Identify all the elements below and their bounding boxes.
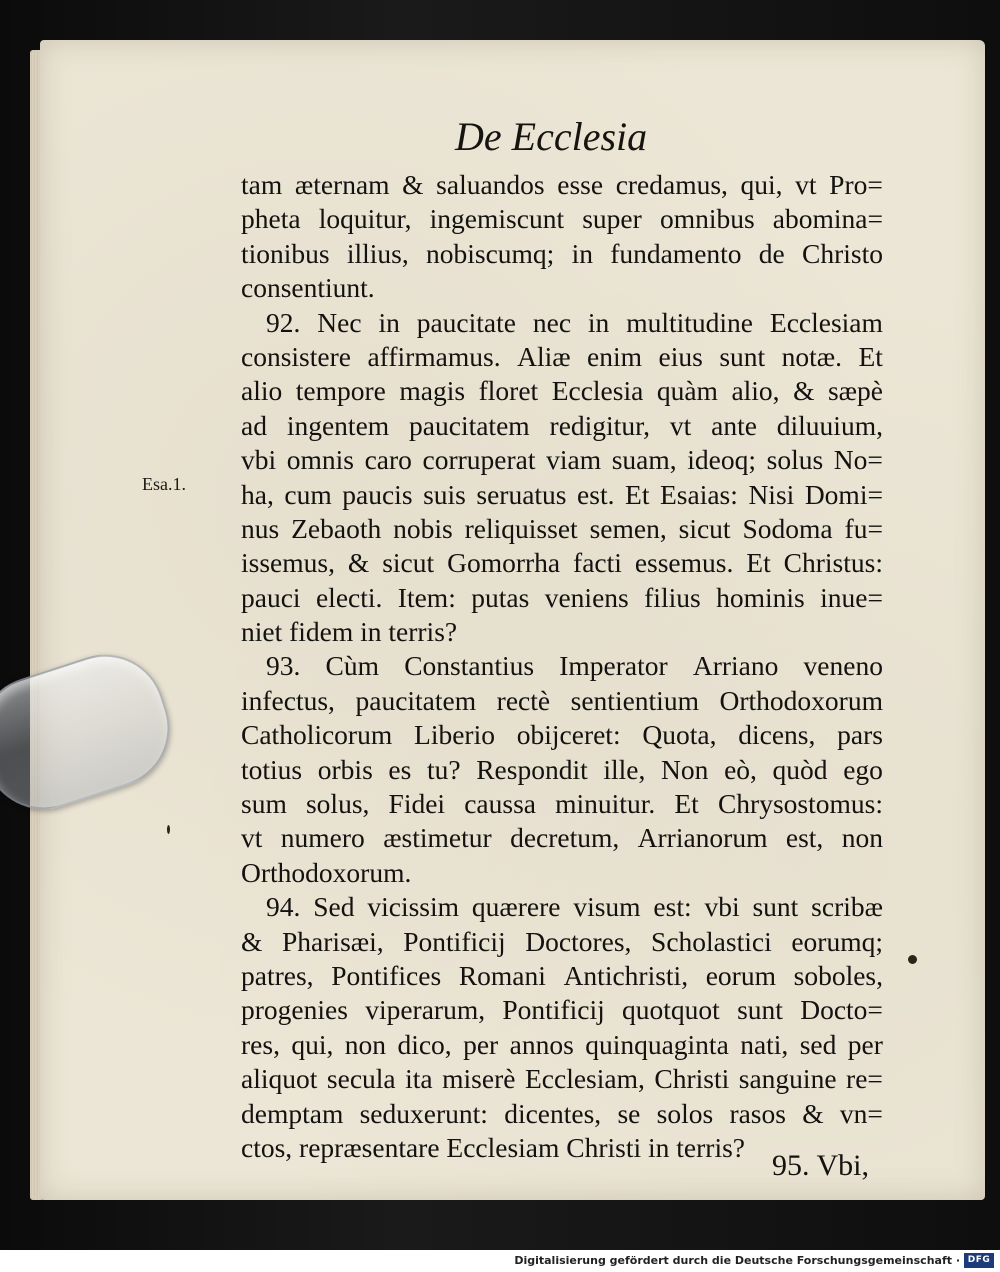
text-line: demptam seduxerunt: dicentes, se solos rasos & vn= xyxy=(241,1097,883,1129)
text-line: tam æternam & saluandos esse credamus, qui, vt Pro= xyxy=(241,169,883,200)
text-line: ha, cum paucis suis seruatus est. Et Esaias: Nisi Domi= xyxy=(241,478,883,510)
ink-speck xyxy=(167,825,170,834)
text-line: issemus, & sicut Gomorrha facti essemus. Et Christus: xyxy=(241,547,883,579)
ink-speck xyxy=(908,955,917,964)
text-line: ad ingentem paucitatem redigitur, vt ante diluuium, xyxy=(241,409,883,441)
text-line: infectus, paucitatem rectè sentientium Orthodoxorum xyxy=(241,684,883,716)
text-line: consentiunt. xyxy=(241,272,375,304)
text-line: alio tempore magis floret Ecclesia quàm alio, & sæpè xyxy=(241,375,883,407)
footer-credit: Digitalisierung gefördert durch die Deutsche Forschungsgemeinschaft · xyxy=(514,1254,960,1267)
text-line: sum solus, Fidei caussa minuitur. Et Chrysostomus: xyxy=(241,788,883,820)
text-line: niet fidem in terris? xyxy=(241,616,458,648)
text-line: tionibus illius, nobiscumq; in fundamento de Christo xyxy=(241,237,883,269)
dfg-logo: DFG xyxy=(964,1253,994,1268)
text-line: progenies viperarum, Pontificij quotquot sunt Docto= xyxy=(241,994,883,1026)
text-line: aliquot secula ita miserè Ecclesiam, Christi sanguine re= xyxy=(241,1063,883,1095)
body-text xyxy=(241,168,883,1165)
marginal-note: Esa.1. xyxy=(142,474,186,494)
text-line: res, qui, non dico, per annos quinquaginta nati, sed per xyxy=(241,1028,883,1060)
text-line: Orthodoxorum. xyxy=(241,856,412,888)
text-line: & Pharisæi, Pontificij Doctores, Scholastici eorumq; xyxy=(241,925,883,957)
running-head: De Ecclesia xyxy=(455,114,648,159)
text-line: 92. Nec in paucitate nec in multitudine Ecclesiam xyxy=(266,306,883,338)
text-line: patres, Pontifices Romani Antichristi, eorum soboles, xyxy=(241,959,883,991)
text-line: Catholicorum Liberio obijceret: Quota, dicens, pars xyxy=(241,719,883,751)
text-line: nus Zebaoth nobis reliquisset semen, sicut Sodoma fu= xyxy=(241,512,883,544)
text-line: 93. Cùm Constantius Imperator Arriano veneno xyxy=(266,650,883,682)
text-line: totius orbis es tu? Respondit ille, Non eò, quòd ego xyxy=(241,753,883,785)
text-line: consistere affirmamus. Aliæ enim eius sunt notæ. Et xyxy=(241,340,883,372)
text-line: pheta loquitur, ingemiscunt super omnibus abomina= xyxy=(241,203,883,235)
text-line: pauci electi. Item: putas veniens filius hominis inue= xyxy=(241,581,883,613)
text-line: 94. Sed vicissim quærere visum est: vbi sunt scribæ xyxy=(266,891,883,923)
text-line: vt numero æstimetur decretum, Arrianorum est, non xyxy=(241,822,883,854)
catchword: 95. Vbi, xyxy=(772,1149,869,1182)
text-line: vbi omnis caro corruperat viam suam, ideoq; solus No= xyxy=(241,444,883,476)
text-line: ctos, repræsentare Ecclesiam Christi in terris? xyxy=(241,1131,745,1163)
